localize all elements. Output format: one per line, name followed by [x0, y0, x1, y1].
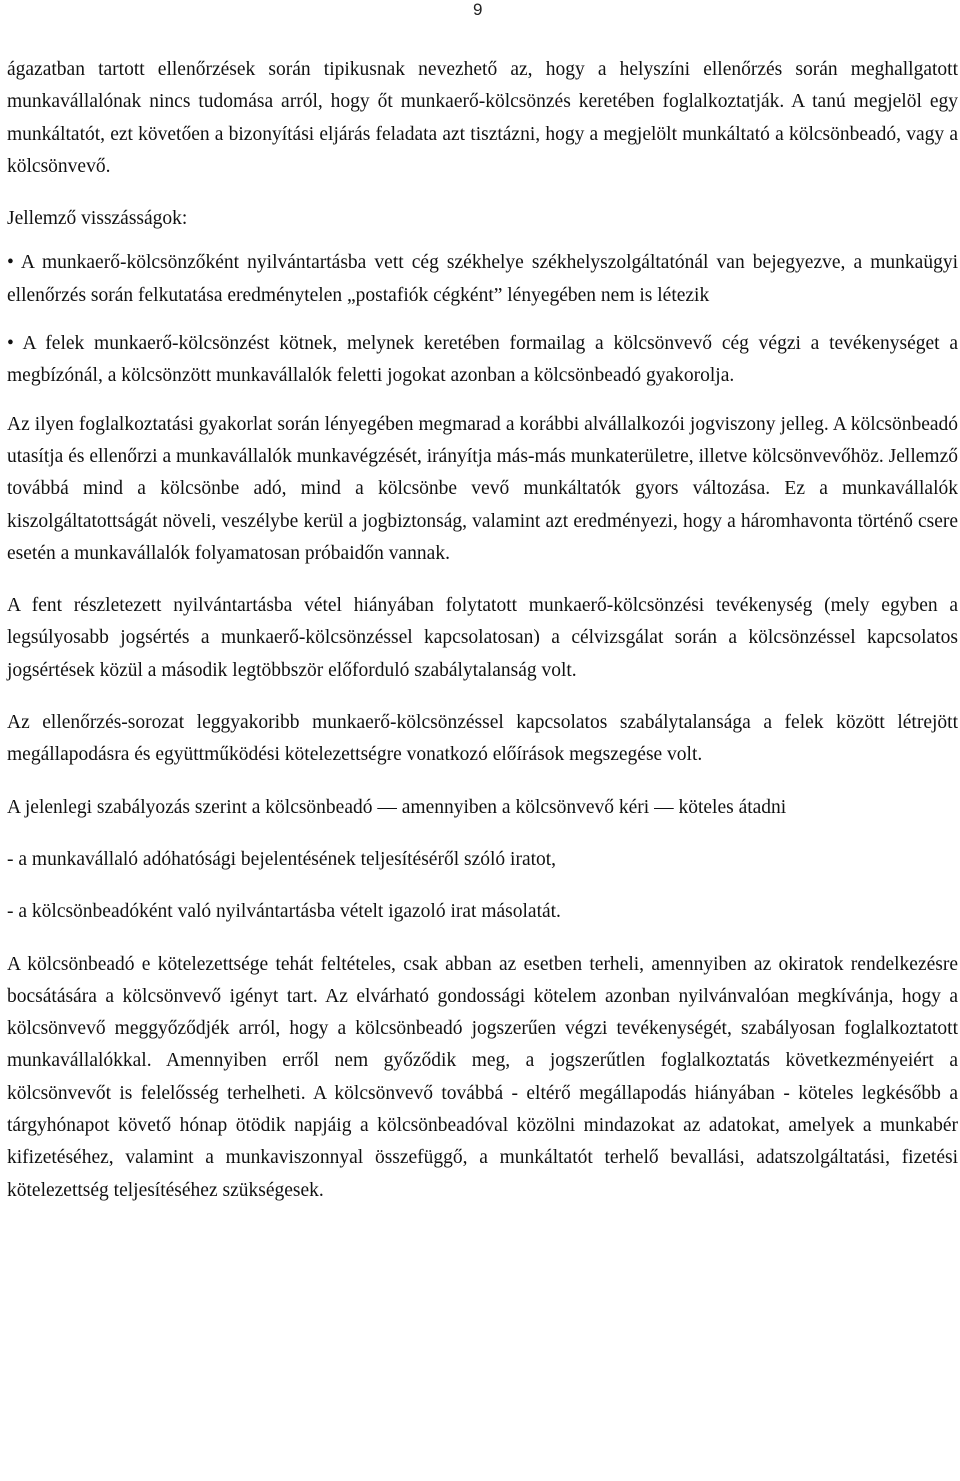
paragraph-current-regulation: A jelenlegi szabályozás szerint a kölcsönbeadó — amennyiben a kölcsönvevő kéri — köteles átadni [7, 796, 787, 818]
page-number: 9 [473, 0, 483, 19]
paragraph-practice: Az ilyen foglalkoztatási gyakorlat során lényegében megmarad a korábbi alvállalkozói jogviszony jelleg. A kölcsönbeadó utasítja és ellenőrzi a munkavállalók munkavégzését, irányítja más-más munkaterületre, illetve kölcsönvevőhöz. Jellemző továbbá mind a kölcsönbe adó, mind a kölcsönbe vevő munkáltatók gyors változása. Ez a munkavállalók kiszolgáltatottságát növeli, veszélybe kerül a jogbiztonság, valamint azt eredményezi, hogy a háromhavonta történő csere esetén a munkavállalók folyamatosan próbaidőn vannak. [7, 413, 958, 564]
list-item-tax-registration: - a munkavállaló adóhatósági bejelentésének teljesítéséről szóló iratot, [7, 848, 557, 870]
document-body [7, 54, 958, 1207]
bullet-item-postbox-company: • A munkaerő-kölcsönzőként nyilvántartásba vett cég székhelye székhelyszolgáltatónál van bejegyezve, a munkaügyi ellenőrzés során felkutatása eredménytelen „postafiók cégként” lényegében nem is létezik [7, 252, 958, 306]
paragraph-intro: ágazatban tartott ellenőrzések során tipikusnak nevezhető az, hogy a helyszíni ellenőrzés során meghallgatott munkavállalónak nincs tudomása arról, hogy őt munkaerő-kölcsönzés keretében foglalkoztatják. A tanú megjelöl egy munkáltatót, ezt követően a bizonyítási eljárás feladata azt tisztázni, hogy a megjelölt munkáltató a kölcsönbeadó, vagy a kölcsönvevő. [7, 59, 958, 177]
list-item-registration-copy: - a kölcsönbeadóként való nyilvántartásba vételt igazoló irat másolatát. [7, 901, 561, 923]
paragraph-obligation: A kölcsönbeadó e kötelezettsége tehát feltételes, csak abban az esetben terheli, amennyiben az okiratok rendelkezésre bocsátására a kölcsönvevő igényt tart. Az elvárható gondossági kötelem azonban nyilvánvalóan megkívánja, hogy a kölcsönvevő meggyőződjék arról, hogy a kölcsönbeadó jogszerűen végzi tevékenységét, szabályosan foglalkoztatott munkavállalókkal. Amennyiben erről nem győződik meg, a jogszerűtlen foglalkoztatás következményeiért a kölcsönvevőt is felelősség terhelheti. A kölcsönvevő továbbá - eltérő megállapodás hiányában - köteles legkésőbb a tárgyhónapot követő hónap ötödik napjáig a kölcsönbeadóval közölni mindazokat az adatokat, amelyek a munkabér kifizetéséhez, valamint a munkaviszonnyal összefüggő, a munkáltatót terhelő bevallási, adatszolgáltatási, fizetési kötelezettség teljesítéséhez szükségesek. [7, 953, 958, 1201]
paragraph-registration: A fent részletezett nyilvántartásba vétel hiányában folytatott munkaerő-kölcsönzési tevékenység (mely egyben a legsúlyosabb jogsértés a munkaerő-kölcsönzéssel kapcsolatosan) a célvizsgálat során a kölcsönzéssel kapcsolatos jogsértések közül a második legtöbbször előforduló szabálytalanság volt. [7, 595, 958, 681]
paragraph-frequent-irregularity: Az ellenőrzés-sorozat leggyakoribb munkaerő-kölcsönzéssel kapcsolatos szabálytalansága a felek között létrejött megállapodásra és együttműködési kötelezettségre vonatkozó előírások megszegése volt. [7, 712, 958, 766]
paragraph-heading-issues: Jellemző visszásságok: [7, 208, 188, 230]
bullet-item-formal-lending: • A felek munkaerő-kölcsönzést kötnek, melynek keretében formailag a kölcsönvevő cég végzi a tevékenységet a megbízónál, a kölcsönzött munkavállalók feletti jogokat azonban a kölcsönbeadó gyakorolja. [7, 333, 958, 387]
